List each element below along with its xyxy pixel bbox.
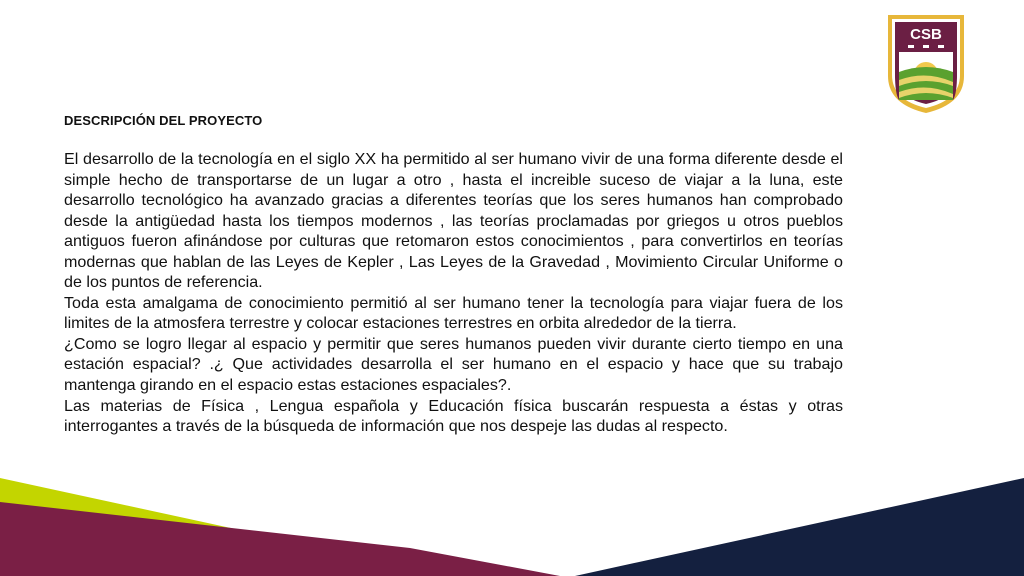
logo-text: CSB bbox=[910, 26, 942, 43]
navy-stripe bbox=[575, 478, 1024, 576]
school-logo bbox=[886, 12, 966, 114]
paragraph-1: El desarrollo de la tecnología en el siglo XX ha permitido al ser humano vivir de una forma diferente desde el simple hecho de transportarse de un lugar a otro , hasta el increible suceso de viajar a la luna, este desarrollo tecnológico ha avanzado gracias a diferentes teorías que los seres humanos han comprobado desde la antigüedad hasta los tiempos modernos , las teorías proclamadas por griegos u otros pueblos antiguos fueron afinándose por culturas que retomaron estos conocimientos , para convertirlos en teorías modernas que hablan de las Leyes de Kepler , Las Leyes de la Gravedad , Movimiento Circular Uniforme o de los puntos de referencia. bbox=[64, 150, 843, 292]
paragraph-4: Las materias de Física , Lengua española y Educación física buscarán respuesta a éstas y otras interrogantes a través de la búsqueda de información que nos despeje las dudas al respecto. bbox=[64, 396, 843, 436]
paragraph-3: ¿Como se logro llegar al espacio y permitir que seres humanos pueden vivir durante cierto tiempo en una estación espacial? .¿ Que actividades desarrolla el ser humano en el espacio y hace que su trabajo mantenga girando en el espacio estas estaciones espaciales?. bbox=[64, 334, 843, 395]
project-description bbox=[64, 149, 843, 437]
maroon-stripe bbox=[0, 502, 560, 576]
paragraph-2: Toda esta amalgama de conocimiento permitió al ser humano tener la tecnología para viajar fuera de los limites de la atmosfera terrestre y colocar estaciones terrestres en orbita alrededor de la tierra. bbox=[64, 293, 843, 333]
section-heading: DESCRIPCIÓN DEL PROYECTO bbox=[64, 113, 263, 128]
